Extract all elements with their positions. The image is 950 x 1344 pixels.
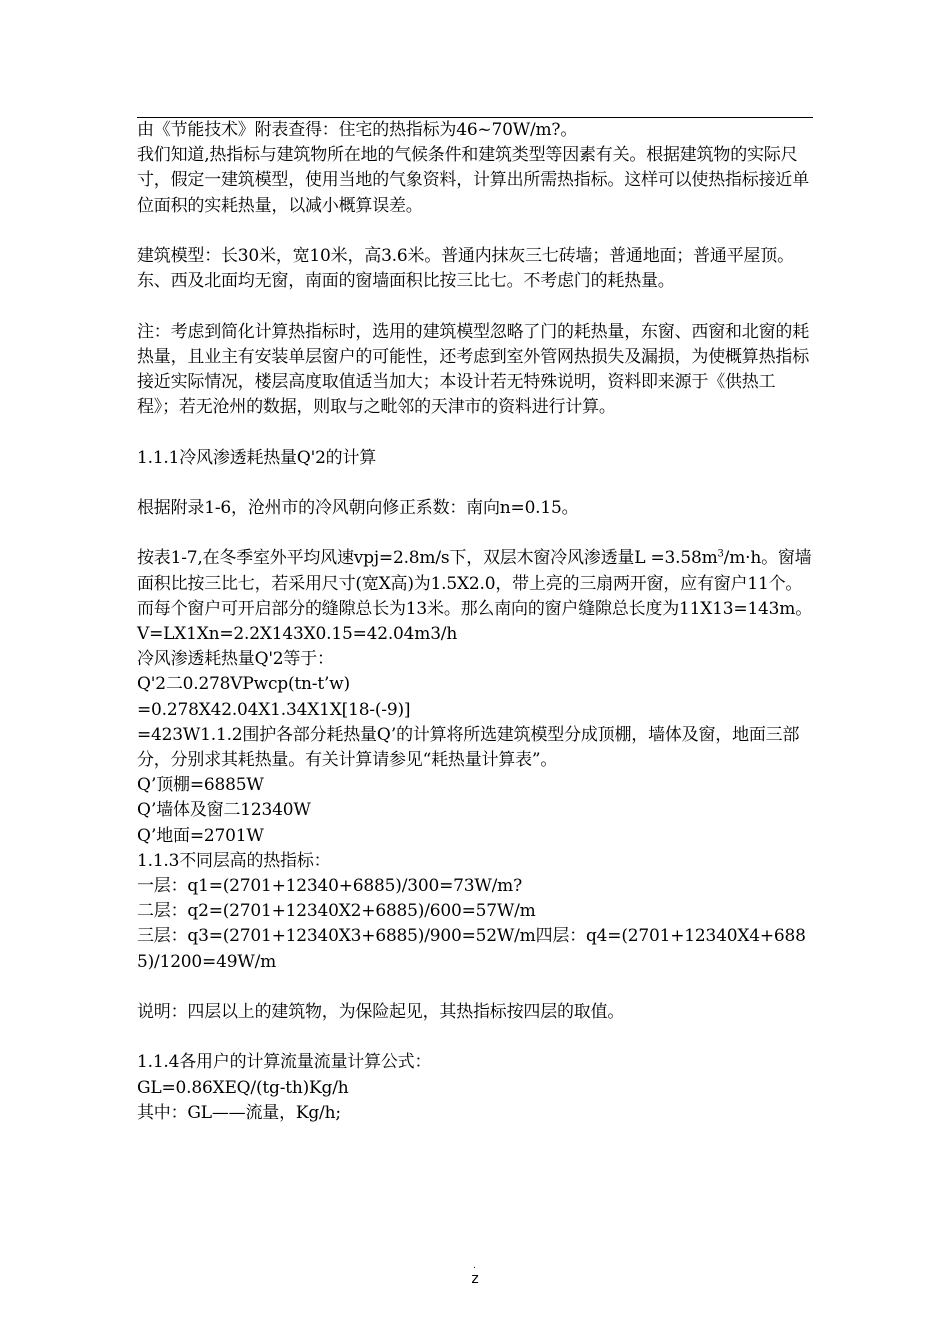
infiltration-text-start: 按表1-7,在冬季室外平均风速vpj=2.8m/s下，双层木窗冷风渗透量L =3.58m xyxy=(137,548,718,569)
paragraph-gap xyxy=(137,219,817,244)
paragraph-gap xyxy=(137,471,817,496)
value-wall-window-heat-loss: Q’墙体及窗二12340W xyxy=(137,800,311,821)
formula-flow: GL=0.86XEQ/(tg-th)Kg/h xyxy=(137,1077,349,1098)
paragraph-gap xyxy=(137,521,817,546)
section-heading-1-1-4: 1.1.4各用户的计算流量流量计算公式： xyxy=(137,1052,432,1073)
footer-letter: z xyxy=(471,1271,479,1287)
section-heading-1-1-1: 1.1.1冷风渗透耗热量Q'2的计算 xyxy=(137,447,377,468)
footer-dot: . xyxy=(473,1261,476,1271)
text-flow-definition: 其中：GL——流量，Kg/h; xyxy=(137,1102,341,1123)
page-footer xyxy=(0,1262,950,1287)
section-heading-1-1-3: 1.1.3不同层高的热指标： xyxy=(137,850,331,871)
paragraph-gap xyxy=(137,294,817,319)
paragraph-explanation: 说明：四层以上的建筑物，为保险起见，其热指标按四层的取值。 xyxy=(137,1002,625,1023)
paragraph-gap xyxy=(137,420,817,445)
formula-q2-substitution: =0.278X42.04X1.34X1X[18-(-9)] xyxy=(137,699,411,720)
paragraph-heat-index-factors: 我们知道,热指标与建筑物所在地的气候条件和建筑类型等因素有关。根据建筑物的实际尺寸，假定一建筑模型，使用当地的气象资料，计算出所需热指标。这样可以使热指标接近单位面积的实耗热量，以减小概算误差。 xyxy=(137,145,809,216)
formula-floor-1: 一层：q1=(2701+12340+6885)/300=73W/m? xyxy=(137,876,522,897)
superscript-3: 3 xyxy=(717,548,724,560)
formula-floor-2: 二层：q2=(2701+12340X2+6885)/600=57W/m xyxy=(137,901,536,922)
paragraph-orientation-factor: 根据附录1-6，沧州市的冷风朝向修正系数：南向n=0.15。 xyxy=(137,497,579,518)
value-floor-heat-loss: Q’地面=2701W xyxy=(137,825,264,846)
paragraph-enclosure-heat-loss: =423W1.1.2围护各部分耗热量Q’的计算将所选建筑模型分成顶棚，墙体及窗，地面三部分，分别求其耗热量。有关计算请参见“耗热量计算表”。 xyxy=(137,724,800,770)
paragraph-building-model: 建筑模型：长30米，宽10米，高3.6米。普通内抹灰三七砖墙；普通地面；普通平屋顶。东、西及北面均无窗，南面的窗墙面积比按三比七。不考虑门的耗热量。 xyxy=(137,246,794,292)
paragraph-infiltration xyxy=(137,546,817,622)
paragraph-note: 注：考虑到简化计算热指标时，选用的建筑模型忽略了门的耗热量，东窗、西窗和北窗的耗热量，且业主有安装单层窗户的可能性，还考虑到室外管网热损失及漏损，为使概算热指标接近实际情况，楼层高度取值适当加大；本设计若无特殊说明，资料即来源于《供热工程》；若无沧州的数据，则取与之毗邻的天津市的资料进行计算。 xyxy=(137,321,809,418)
document-body xyxy=(137,118,817,1126)
value-roof-heat-loss: Q’顶棚=6885W xyxy=(137,775,264,796)
infiltration-text-end: /m·h。窗墙面积比按三比七，若采用尺寸(宽X高)为1.5X2.0，带上亮的三扇两开窗，应有窗户11个。而每个窗户可开启部分的缝隙总长为13米。那么南向的窗户缝隙总长度为11X13=143m。 xyxy=(137,548,813,619)
paragraph-heat-index-source: 由《节能技术》附表查得：住宅的热指标为46~70W/m?。 xyxy=(137,120,578,140)
paragraph-gap xyxy=(137,1025,817,1050)
paragraph-gap xyxy=(137,975,817,1000)
formula-q2: Q'2二0.278VPwcp(tn-t’w) xyxy=(137,674,350,695)
formula-volume: V=LX1Xn=2.2X143X0.15=42.04m3/h xyxy=(137,623,458,644)
text-infiltration-equals: 冷风渗透耗热量Q'2等于： xyxy=(137,649,334,670)
formula-floor-3-4: 三层：q3=(2701+12340X3+6885)/900=52W/m四层：q4=(2701+12340X4+6885)/1200=49W/m xyxy=(137,926,806,972)
